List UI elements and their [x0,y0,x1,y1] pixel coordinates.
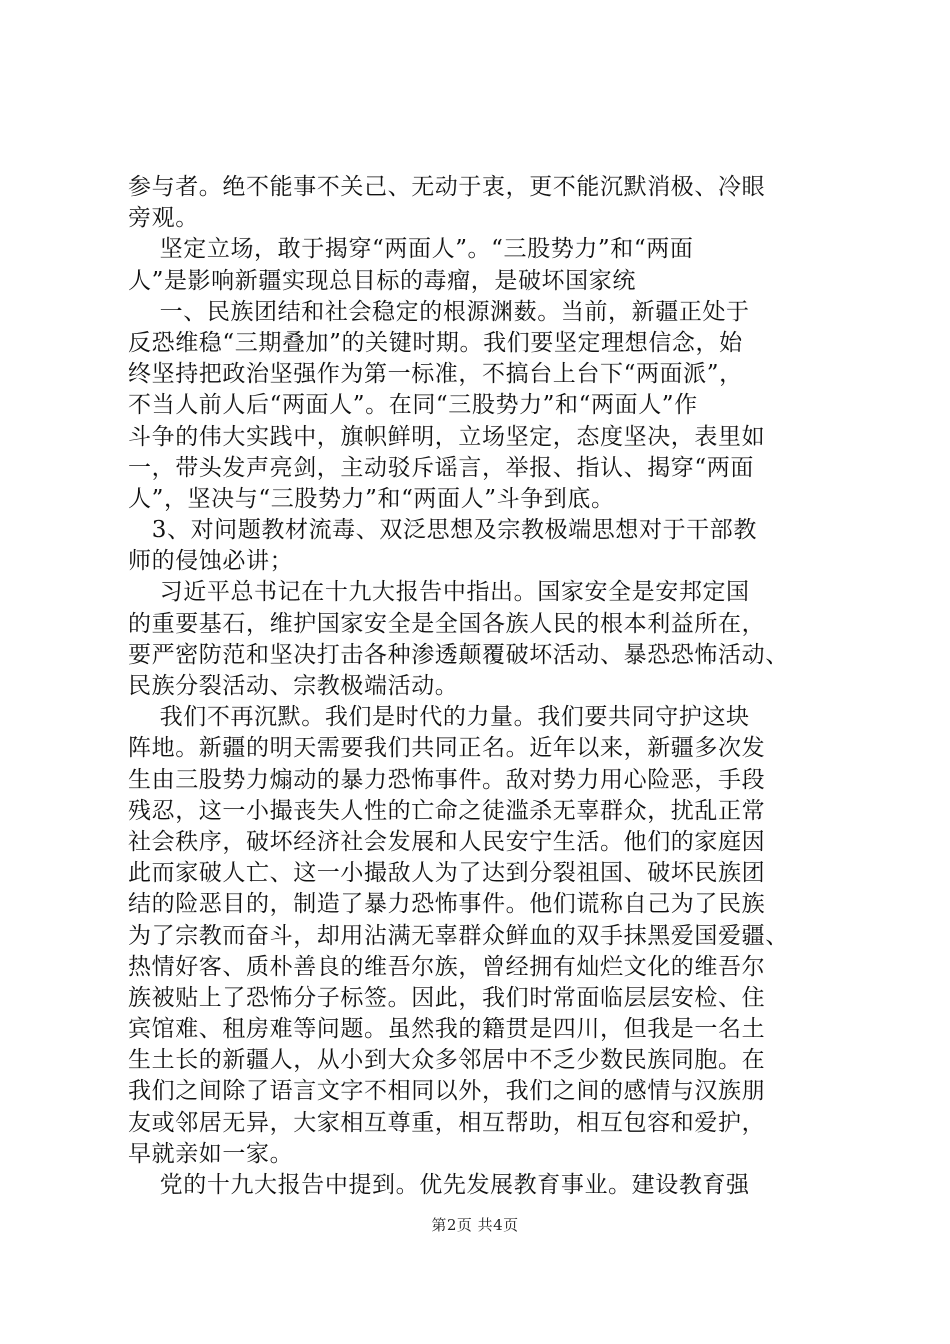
text-line: 社会秩序，破坏经济社会发展和人民安宁生活。他们的家庭因 [128,828,766,855]
text-line: 习近平总书记在十九大报告中指出。国家安全是安邦定国 [128,579,750,606]
text-line: 民族分裂活动、宗教极端活动。 [128,673,459,699]
text-line: 人”，坚决与“三股势力”和“两面人”斗争到底。 [128,485,615,512]
text-line: 生土长的新疆人，从小到大众多邻居中不乏少数民族同胞。在 [128,1047,766,1074]
text-line: 不当人前人后“两面人”。在同“三股势力”和“两面人”作 [128,392,698,419]
text-line: 坚定立场，敢于揭穿“两面人”。“三股势力”和“两面 [128,236,694,263]
text-line: 旁观。 [128,205,199,232]
text-line: 我们不再沉默。我们是时代的力量。我们要共同守护这块 [128,704,750,731]
text-line: 阵地。新疆的明天需要我们共同正名。近年以来，新疆多次发 [128,735,766,762]
text-line: 3、对问题教材流毒、双泛思想及宗教极端思想对于干部教 [128,517,757,544]
text-line: 人”是影响新疆实现总目标的毒瘤，是破坏国家统 [128,267,636,294]
text-line: 党的十九大报告中提到。优先发展教育事业。建设教育强 [128,1172,750,1198]
text-line: 的重要基石，维护国家安全是全国各族人民的根本利益所在， [128,610,766,637]
text-line: 为了宗教而奋斗，却用沾满无辜群众鲜血的双手抹黑爱国爱疆、 [128,922,789,949]
text-line: 生由三股势力煽动的暴力恐怖事件。敌对势力用心险恶，手段 [128,766,766,793]
text-line: 一、民族团结和社会稳定的根源渊薮。当前，新疆正处于 [128,298,750,325]
text-line: 要严密防范和坚决打击各种渗透颠覆破坏活动、暴恐恐怖活动、 [128,641,789,668]
document-body [128,172,828,1201]
text-line: 结的险恶目的，制造了暴力恐怖事件。他们谎称自己为了民族 [128,891,766,918]
text-line: 此而家破人亡、这一小撮敌人为了达到分裂祖国、破坏民族团 [128,860,766,887]
text-line: 早就亲如一家。 [128,1140,294,1167]
text-line: 终坚持把政治坚强作为第一标准，不搞台上台下“两面派”， [128,361,743,388]
text-line: 师的侵蚀必讲； [128,548,294,575]
text-line: 宾馆难、租房难等问题。虽然我的籍贯是四川，但我是一名土 [128,1016,766,1043]
text-line: 残忍，这一小撮丧失人性的亡命之徒滥杀无辜群众，扰乱正常 [128,797,766,824]
text-line: 友或邻居无异，大家相互尊重，相互帮助，相互包容和爱护， [128,1109,766,1136]
text-line: 一，带头发声亮剑，主动驳斥谣言，举报、指认、揭穿“两面 [128,454,754,481]
text-line: 热情好客、质朴善良的维吾尔族，曾经拥有灿烂文化的维吾尔 [128,953,766,980]
page-number-footer: 第2页 共4页 [431,1216,519,1234]
text-line: 我们之间除了语言文字不相同以外，我们之间的感情与汉族朋 [128,1078,766,1105]
text-line: 斗争的伟大实践中，旗帜鲜明，立场坚定，态度坚决，表里如 [128,423,766,450]
text-line: 反恐维稳“三期叠加”的关键时期。我们要坚定理想信念，始 [128,329,743,356]
text-line: 族被贴上了恐怖分子标签。因此，我们时常面临层层安检、住 [128,984,766,1011]
text-line: 参与者。绝不能事不关己、无动于衷，更不能沉默消极、冷眼 [128,174,766,200]
